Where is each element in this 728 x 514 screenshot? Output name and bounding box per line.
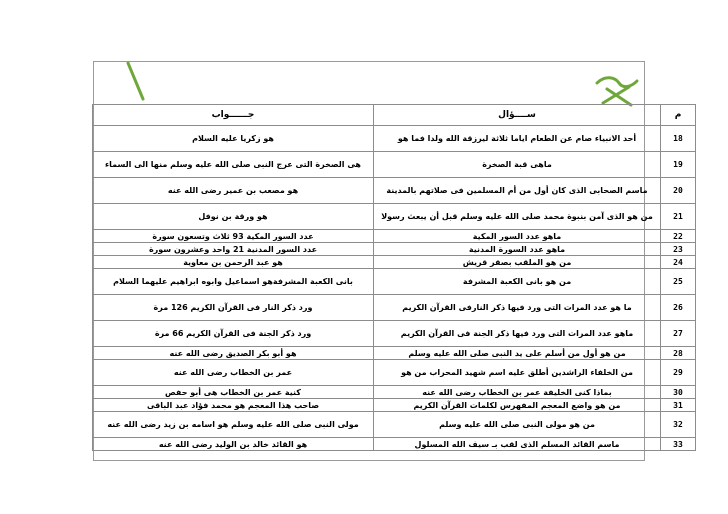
row-number: 22 [661,230,696,243]
question-cell: من هو واضع المعجم المفهرس لكلمات القرآن الكريم [374,399,661,412]
answer-cell: صاحب هذا المعجم هو محمد فؤاد عبد الباقى [93,399,374,412]
table-row [93,152,696,178]
question-cell: ماسم القائد المسلم الذى لقب بـ سيف الله المسلول [374,438,661,451]
table-row [93,360,696,386]
table-row [93,438,696,451]
question-cell: ماسم الصحابى الذى كان أول من أم المسلمين فى صلاتهم بالمدينة [374,178,661,204]
row-number: 18 [661,126,696,152]
row-number: 26 [661,295,696,321]
question-cell: من الخلفاء الراشدين أطلق عليه اسم شهيد المحراب من هو [374,360,661,386]
answer-cell: هو زكريا عليه السلام [93,126,374,152]
table-row [93,399,696,412]
answer-cell: مولى النبى صلى الله عليه وسلم هو اسامه بن زيد رضى الله عنه [93,412,374,438]
answer-cell: ورد ذكر النار فى القرآن الكريم 126 مرة [93,295,374,321]
question-cell: من هو مولى النبى صلى الله عليه وسلم [374,412,661,438]
answer-cell: هو عبد الرحمن بن معاوية [93,256,374,269]
table-row [93,412,696,438]
question-cell: أحد الانبياء صام عن الطعام اياما ثلاثة ليرزقة الله ولدا فما هو [374,126,661,152]
question-cell: ماهو عدد المرات التى ورد فيها ذكر الجنة فى القرآن الكريم [374,321,661,347]
answer-cell: هو ورقة بن نوفل [93,204,374,230]
header-question: ســــؤال [374,105,661,126]
answer-cell: بانى الكعبة المشرفةهو اسماعيل وابوه ابراهيم عليهما السلام [93,269,374,295]
row-number: 21 [661,204,696,230]
table-row [93,321,696,347]
row-number: 32 [661,412,696,438]
answer-cell: هو القائد خالد بن الوليد رضى الله عنه [93,438,374,451]
answer-cell: هو مصعب بن عمير رضى الله عنه [93,178,374,204]
qa-table [92,104,696,451]
slash-decoration-icon [125,60,147,102]
table-row [93,295,696,321]
answer-cell: كنية عمر بن الخطاب هى أبو حفص [93,386,374,399]
question-cell: ماهو عدد السور المكية [374,230,661,243]
question-cell: ماهو عدد السورة المدنية [374,243,661,256]
row-number: 30 [661,386,696,399]
row-number: 27 [661,321,696,347]
row-number: 28 [661,347,696,360]
table-row [93,126,696,152]
answer-cell: عمر بن الخطاب رضى الله عنه [93,360,374,386]
header-answer: جــــــواب [93,105,374,126]
table-body [93,126,696,451]
table-row [93,178,696,204]
question-cell: من هو الذى آمن بنبوة محمد صلى الله عليه وسلم قبل أن يبعث رسولا [374,204,661,230]
question-cell: من هو بانى الكعبة المشرفة [374,269,661,295]
question-cell: ماهى قبة الصخرة [374,152,661,178]
answer-cell: هو أبو بكر الصديق رضى الله عنه [93,347,374,360]
table-row [93,347,696,360]
table-row [93,256,696,269]
table-row [93,386,696,399]
table-row [93,204,696,230]
row-number: 31 [661,399,696,412]
header-number: م [661,105,696,126]
row-number: 23 [661,243,696,256]
scribble-decoration-icon [595,73,639,107]
table-row [93,230,696,243]
question-cell: من هو أول من أسلم على يد النبى صلى الله عليه وسلم [374,347,661,360]
question-cell: بماذا كنى الخليفة عمر بن الخطاب رضى الله عنه [374,386,661,399]
answer-cell: عدد السور المكية 93 ثلاث وتسعون سورة [93,230,374,243]
row-number: 19 [661,152,696,178]
row-number: 25 [661,269,696,295]
answer-cell: هى الصخرة التى عرج النبى صلى الله عليه وسلم منها الى السماء [93,152,374,178]
row-number: 33 [661,438,696,451]
question-cell: من هو الملقب بصقر قريش [374,256,661,269]
table-row [93,243,696,256]
table-header-row [93,105,696,126]
table-row [93,269,696,295]
answer-cell: عدد السور المدنية 21 واحد وعشرون سورة [93,243,374,256]
row-number: 20 [661,178,696,204]
answer-cell: ورد ذكر الجنة فى القرآن الكريم 66 مرة [93,321,374,347]
question-cell: ما هو عدد المرات التى ورد فيها ذكر النارفى القرآن الكريم [374,295,661,321]
row-number: 29 [661,360,696,386]
row-number: 24 [661,256,696,269]
